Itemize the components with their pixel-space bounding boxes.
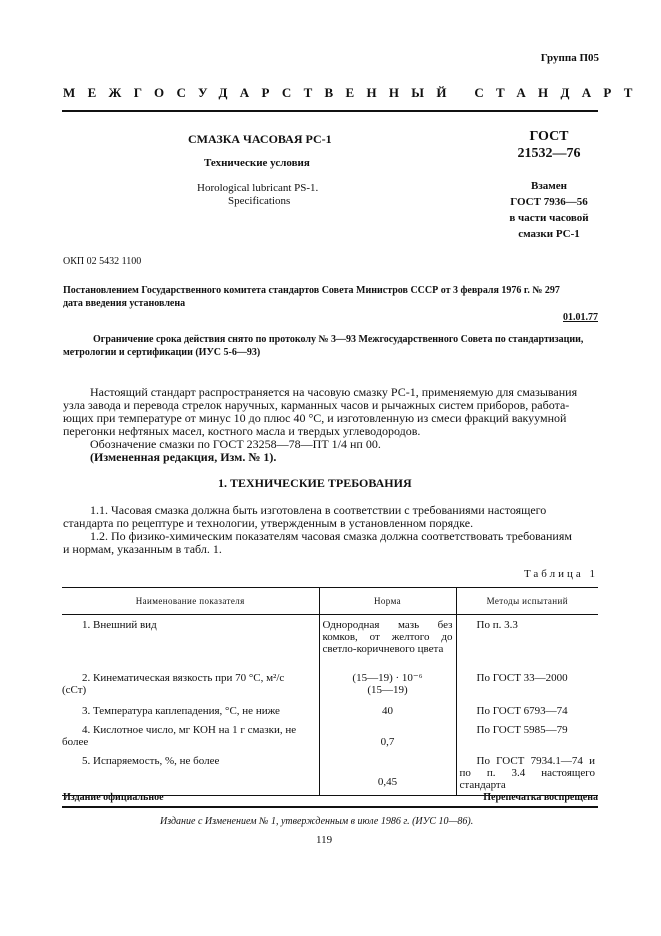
intro-line-4: перегонки нефтяных масел, костного масла и твердых углеводородов. (63, 424, 421, 438)
clause-1-1-line-2: стандарта по рецептуре и технологии, утвержденным в установленном порядке. (63, 516, 474, 530)
official-edition: Издание официальное (63, 792, 164, 803)
norm-cell: 0,45 (319, 754, 456, 796)
effective-date: 01.01.77 (563, 312, 598, 323)
interstate-standard-banner: МЕЖГОСУДАРСТВЕННЫЙ СТАНДАРТ (63, 85, 645, 100)
okp-code: ОКП 02 5432 1100 (63, 256, 142, 267)
method-cell: По ГОСТ 5985—79 (456, 720, 598, 754)
replaces-label: Взамен (531, 180, 567, 192)
amendment-note: (Измененная редакция, Изм. № 1). (90, 450, 277, 464)
section-heading: 1. ТЕХНИЧЕСКИЕ ТРЕБОВАНИЯ (218, 476, 412, 490)
norm-cell: Однородная мазь без комков, от желтого до светло-коричневого цвета (319, 615, 456, 658)
reprint-prohibited: Перепечатка воспрещена (483, 792, 598, 803)
norm-cell: 0,7 (319, 720, 456, 754)
gost-label: ГОСТ (529, 129, 569, 144)
indicator-cell: 1. Внешний вид (82, 619, 157, 631)
header-norm: Норма (319, 588, 456, 615)
group-code: Группа П05 (540, 52, 599, 64)
header-rule (62, 110, 598, 112)
table-row (62, 754, 598, 796)
header-test-methods: Методы испытаний (456, 588, 598, 615)
indicator-cell: 2. Кинематическая вязкость при 70 °С, м²/с (сСт) (62, 671, 285, 696)
english-title: Horological lubricant PS-1. (197, 182, 319, 194)
intro-line-5: Обозначение смазки по ГОСТ 23258—78—ПТ 1/4 нп 00. (90, 437, 381, 451)
decree-line-1: Постановлением Государственного комитета стандартов Совета Министров СССР от 3 февраля 1976 г. № 297 (63, 285, 560, 296)
indicator-cell: 5. Испаряемость, %, не более (62, 754, 319, 796)
replaces-product: смазки РС-1 (518, 228, 580, 240)
clause-1-2-line-2: и нормам, указанным в табл. 1. (63, 542, 222, 556)
clause-1-2-line-1: 1.2. По физико-химическим показателям часовая смазка должна соответствовать требованиям (90, 529, 572, 543)
intro-line-2: узла завода и перевода стрелок наручных, карманных часов и рычажных систем приборов, работа- (63, 398, 570, 412)
norm-cell: (15—19) · 10⁻⁶ (15—19) (319, 658, 456, 702)
table-row (62, 702, 598, 720)
document-subtitle: Технические условия (204, 157, 310, 169)
decree-line-2: дата введения установлена (63, 298, 186, 309)
limitation-line-2: метрологии и сертификации (ИУС 5-6—93) (63, 347, 261, 358)
indicator-cell: 3. Температура каплепадения, °С, не ниже (82, 704, 280, 717)
method-cell: По ГОСТ 7934.1—74 и по п. 3.4 настоящего стандарта (456, 754, 598, 796)
table-row (62, 720, 598, 754)
gost-number: 21532—76 (517, 146, 581, 161)
intro-line-3: ющих при температуре от минус 10 до плюс 40 °С, и изготовленную из смеси фракций вакуумной (63, 411, 567, 425)
english-subtitle: Specifications (228, 195, 291, 207)
page-number: 119 (316, 834, 333, 846)
clause-1-1-line-1: 1.1. Часовая смазка должна быть изготовлена в соответствии с требованиями настоящего (90, 503, 547, 517)
table-row (62, 658, 598, 702)
table-row (62, 615, 598, 658)
replaces-gost: ГОСТ 7936—56 (510, 196, 588, 208)
table-caption: Таблица 1 (523, 568, 598, 580)
method-cell: По п. 3.3 (456, 615, 598, 658)
header-indicator: Наименование показателя (62, 588, 319, 615)
method-cell: По ГОСТ 6793—74 (456, 702, 598, 720)
limitation-line-1: Ограничение срока действия снято по протоколу № 3—93 Межгосударственного Совета по стандартизации, (93, 334, 584, 345)
footer-rule (62, 806, 598, 808)
indicator-cell: 4. Кислотное число, мг КОН на 1 г смазки, не более (62, 723, 297, 748)
edition-note: Издание с Изменением № 1, утвержденным в июле 1986 г. (ИУС 10—86). (160, 816, 474, 827)
requirements-table (62, 587, 598, 796)
table-header-row (62, 588, 598, 615)
document-title: СМАЗКА ЧАСОВАЯ РС-1 (188, 132, 332, 146)
method-cell: По ГОСТ 33—2000 (456, 658, 598, 702)
replaces-part: в части часовой (509, 212, 589, 224)
intro-line-1: Настоящий стандарт распространяется на часовую смазку РС-1, применяемую для смазывания (90, 385, 578, 399)
norm-cell: 40 (319, 702, 456, 720)
